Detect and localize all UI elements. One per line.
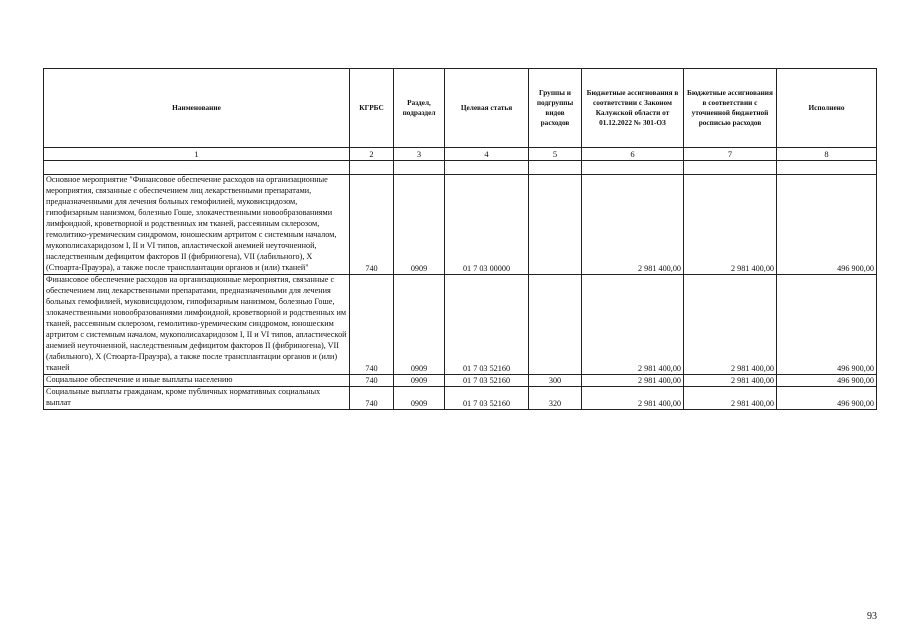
row-target: 01 7 03 52160 <box>445 374 529 386</box>
column-number: 7 <box>684 148 777 161</box>
column-number: 1 <box>44 148 350 161</box>
row-kgrbs: 740 <box>350 374 394 386</box>
row-refined-amount: 2 981 400,00 <box>684 386 777 409</box>
row-name: Основное мероприятие "Финансовое обеспечение расходов на организационные мероприятия, связанные с обеспечением лиц лекарственными препаратами, предназначенными для лечения больных гемофилией, муковисцидозом, гипофизарным нанизмом, болезнью Гоше, злокачественными новообразованиями лимфоидной, кроветворной и родственных им тканей, рассеянным склерозом, гемолитико-уремическим синдромом, юношеским артритом с системным началом, мукополисахаридозом I, II и VI типов, апластической анемией неуточненной, наследственным дефицитом факторов II (фибриногена), VII (лабильного), X (Стюарта-Прауэра), а также после трансплантации органов и (или) тканей" <box>44 175 350 275</box>
row-law-amount: 2 981 400,00 <box>582 274 684 374</box>
row-target: 01 7 03 00000 <box>445 175 529 275</box>
spacer-cell <box>777 161 877 175</box>
budget-table <box>43 68 877 410</box>
row-law-amount: 2 981 400,00 <box>582 386 684 409</box>
row-group <box>529 175 582 275</box>
header-name: Наименование <box>44 69 350 148</box>
header-section: Раздел, подраздел <box>394 69 445 148</box>
header-target: Целевая статья <box>445 69 529 148</box>
spacer-cell <box>44 161 350 175</box>
column-number-row <box>44 148 877 161</box>
header-law-amount: Бюджетные ассигнования в соответствии с Законом Калужской области от 01.12.2022 № 301-ОЗ <box>582 69 684 148</box>
header-kgrbs: КГРБС <box>350 69 394 148</box>
spacer-cell <box>529 161 582 175</box>
row-group <box>529 274 582 374</box>
page-number: 93 <box>867 611 877 622</box>
row-name: Социальное обеспечение и иные выплаты населению <box>44 374 350 386</box>
row-name: Финансовое обеспечение расходов на организационные мероприятия, связанные с обеспечением лиц лекарственными препаратами, предназначенными для лечения больных гемофилией, муковисцидозом, гипофизарным нанизмом, болезнью Гоше, злокачественными новообразованиями лимфоидной, кроветворной и родственных им тканей, рассеянным склерозом, гемолитико-уремическим синдромом, юношеским артритом с системным началом, мукополисахаридозом I, II и VI типов, апластической анемией неуточненной, наследственным дефицитом факторов II (фибриногена), VII (лабильного), X (Стюарта-Прауэра), а также после трансплантации органов и (или) тканей <box>44 274 350 374</box>
spacer-cell <box>445 161 529 175</box>
row-section: 0909 <box>394 386 445 409</box>
header-refined-amount: Бюджетные ассигнования в соответствии с уточненной бюджетной росписью расходов <box>684 69 777 148</box>
table-row <box>44 175 877 275</box>
row-name: Социальные выплаты гражданам, кроме публичных нормативных социальных выплат <box>44 386 350 409</box>
header-executed: Исполнено <box>777 69 877 148</box>
row-refined-amount: 2 981 400,00 <box>684 374 777 386</box>
row-section: 0909 <box>394 274 445 374</box>
spacer-cell <box>394 161 445 175</box>
spacer-cell <box>582 161 684 175</box>
column-number: 3 <box>394 148 445 161</box>
column-number: 5 <box>529 148 582 161</box>
row-executed: 496 900,00 <box>777 175 877 275</box>
row-group: 320 <box>529 386 582 409</box>
header-group: Группы и подгруппы видов расходов <box>529 69 582 148</box>
row-refined-amount: 2 981 400,00 <box>684 274 777 374</box>
row-kgrbs: 740 <box>350 175 394 275</box>
row-executed: 496 900,00 <box>777 386 877 409</box>
table-row <box>44 274 877 374</box>
column-number: 8 <box>777 148 877 161</box>
column-number: 2 <box>350 148 394 161</box>
row-target: 01 7 03 52160 <box>445 386 529 409</box>
header-row <box>44 69 877 148</box>
column-number: 6 <box>582 148 684 161</box>
row-refined-amount: 2 981 400,00 <box>684 175 777 275</box>
row-kgrbs: 740 <box>350 274 394 374</box>
row-section: 0909 <box>394 374 445 386</box>
row-kgrbs: 740 <box>350 386 394 409</box>
table-row <box>44 374 877 386</box>
spacer-row <box>44 161 877 175</box>
table-row <box>44 386 877 409</box>
row-target: 01 7 03 52160 <box>445 274 529 374</box>
column-number: 4 <box>445 148 529 161</box>
row-law-amount: 2 981 400,00 <box>582 175 684 275</box>
spacer-cell <box>350 161 394 175</box>
row-executed: 496 900,00 <box>777 274 877 374</box>
row-group: 300 <box>529 374 582 386</box>
spacer-cell <box>684 161 777 175</box>
row-executed: 496 900,00 <box>777 374 877 386</box>
row-section: 0909 <box>394 175 445 275</box>
row-law-amount: 2 981 400,00 <box>582 374 684 386</box>
